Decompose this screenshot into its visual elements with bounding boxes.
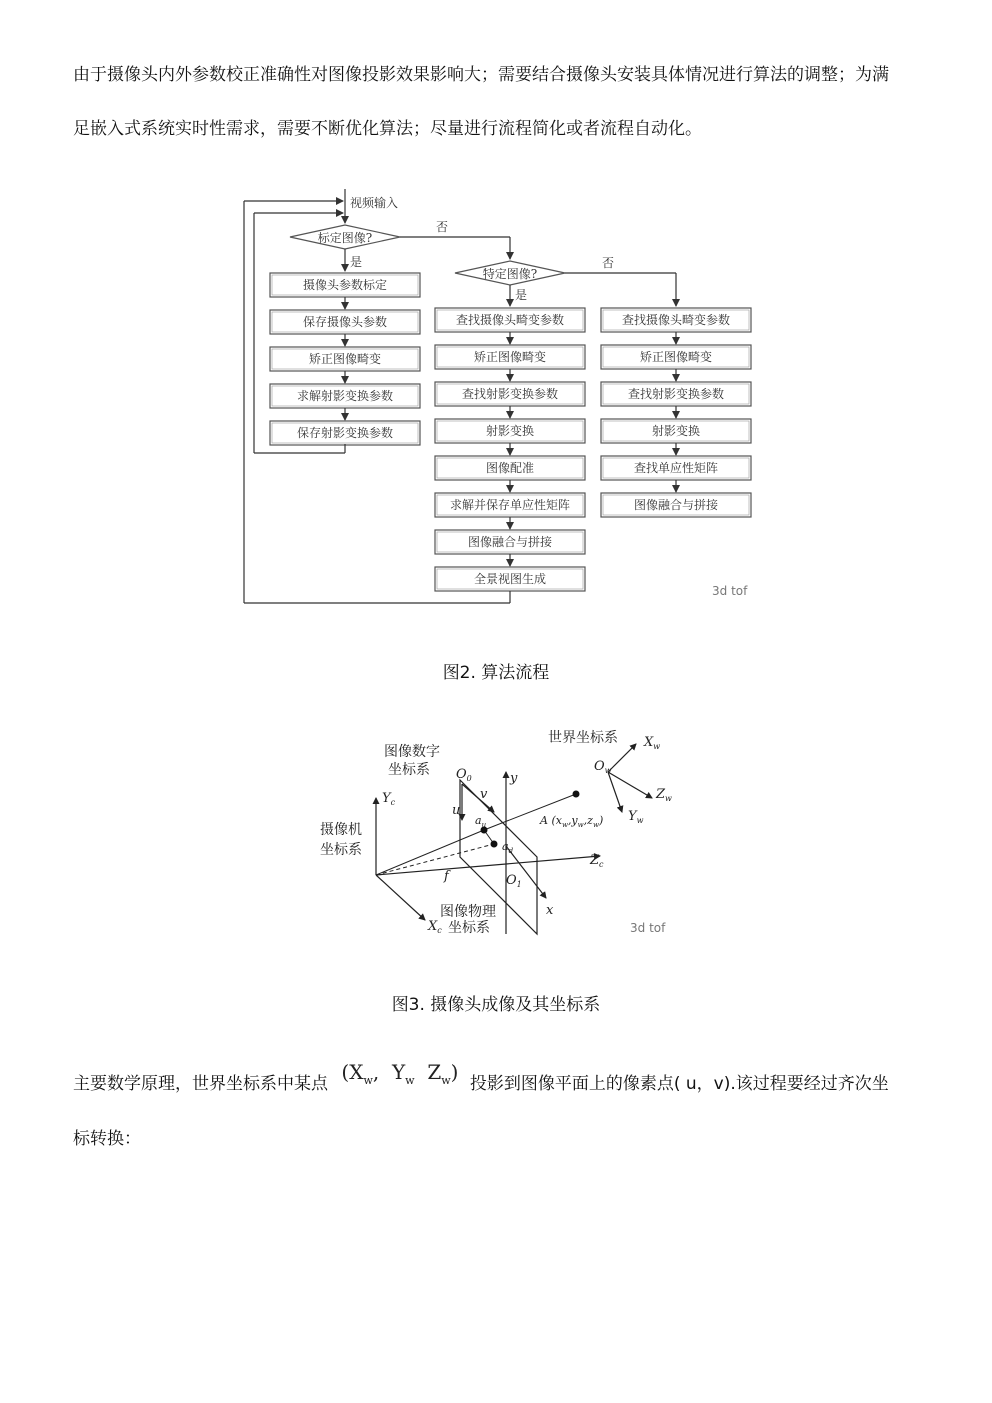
ow-label: $O_w$ — [594, 759, 612, 775]
intro-line-1: 由于摄像头内外参数校正准确性对图像投影效果影响大；需要结合摄像头安装具体情况进行算法的调整；为满 — [73, 65, 889, 85]
point-a — [573, 791, 580, 798]
x-axis-label: x — [546, 903, 554, 918]
label-camera-2: 坐标系 — [320, 842, 362, 858]
diagram-watermark: 3d tof — [630, 921, 666, 935]
zw-label: $Z_w$ — [656, 787, 672, 803]
body-line-1 — [73, 1060, 933, 1102]
middle-step-label-3: 查找射影变换参数 — [461, 387, 559, 401]
label-physical-2: 坐标系 — [448, 920, 490, 936]
yw-label: $Y_w$ — [628, 809, 644, 825]
flowchart-watermark: 3d tof — [712, 584, 748, 598]
middle-step-label-7: 图像融合与拼接 — [467, 535, 553, 549]
camera-coordinate-diagram — [300, 720, 700, 945]
yc-label: $Y_c$ — [382, 791, 396, 807]
v-label: v — [480, 787, 488, 802]
intro-line-2: 足嵌入式系统实时性需求，需要不断优化算法；尽量进行流程简化或者流程自动化。 — [73, 119, 702, 139]
point-a-label: A $(x_w,y_w,z_w)$ — [540, 814, 604, 829]
middle-step-label-5: 图像配准 — [485, 461, 535, 475]
label-digital-2: 坐标系 — [388, 762, 430, 778]
middle-step-label-2: 矫正图像畸变 — [473, 350, 547, 364]
label-digital-1: 图像数字 — [384, 744, 440, 760]
decision-specific-label: 特定图像? — [482, 267, 538, 281]
decision1-yes: 是 — [350, 255, 363, 269]
left-step-label-5: 保存射影变换参数 — [296, 426, 394, 440]
u-label: u — [452, 803, 461, 818]
right-step-label-2: 矫正图像畸变 — [639, 350, 713, 364]
body-line-2: 标转换： — [73, 1129, 141, 1149]
decision2-no: 否 — [602, 256, 615, 270]
algorithm-flowchart — [240, 185, 760, 610]
au-label: $a_u$ — [475, 814, 487, 829]
right-step-label-6: 图像融合与拼接 — [633, 498, 719, 512]
body-text-before: 主要数学原理，世界坐标系中某点 — [73, 1074, 328, 1094]
left-column — [270, 273, 420, 445]
point-ad — [491, 841, 498, 848]
label-physical-1: 图像物理 — [440, 904, 496, 920]
right-column — [601, 308, 751, 517]
zc-label: $Z_c$ — [590, 853, 604, 869]
body-text-after: 投影到图像平面上的像素点( u，v).该过程要经过齐次坐 — [469, 1074, 889, 1094]
middle-column — [435, 308, 585, 591]
world-point-formula: ($X_w$, $Y_w$ $Z_w$) — [341, 1060, 459, 1087]
figure3-caption: 图3. 摄像头成像及其坐标系 — [391, 995, 601, 1015]
video-input-label: 视频输入 — [350, 196, 399, 210]
o1-label: $O_1$ — [506, 873, 522, 889]
left-step-label-3: 矫正图像畸变 — [308, 352, 382, 366]
decision-calibrate-label: 标定图像? — [317, 231, 373, 245]
middle-step-label-6: 求解并保存单应性矩阵 — [449, 498, 571, 512]
f-label: f — [444, 869, 449, 884]
y-axis-label: y — [510, 771, 518, 786]
right-step-label-4: 射影变换 — [651, 424, 701, 438]
xw-label: $X_w$ — [644, 735, 661, 751]
ad-label: $a_d$ — [502, 840, 514, 855]
label-world: 世界坐标系 — [548, 730, 618, 746]
middle-step-label-8: 全景视图生成 — [473, 572, 547, 586]
middle-step-label-4: 射影变换 — [485, 424, 535, 438]
o0-label: $O_0$ — [456, 767, 472, 783]
xc-label: $X_c$ — [428, 919, 442, 935]
label-camera-1: 摄像机 — [320, 822, 362, 838]
middle-step-label-1: 查找摄像头畸变参数 — [455, 313, 565, 327]
right-step-label-3: 查找射影变换参数 — [627, 387, 725, 401]
decision1-no: 否 — [436, 220, 449, 234]
figure2-caption: 图2. 算法流程 — [442, 663, 550, 683]
left-step-label-2: 保存摄像头参数 — [302, 315, 388, 329]
decision2-yes: 是 — [515, 288, 528, 302]
right-step-label-1: 查找摄像头畸变参数 — [621, 313, 731, 327]
left-step-label-4: 求解射影变换参数 — [296, 389, 394, 403]
left-step-label-1: 摄像头参数标定 — [302, 278, 388, 292]
right-step-label-5: 查找单应性矩阵 — [633, 461, 719, 475]
